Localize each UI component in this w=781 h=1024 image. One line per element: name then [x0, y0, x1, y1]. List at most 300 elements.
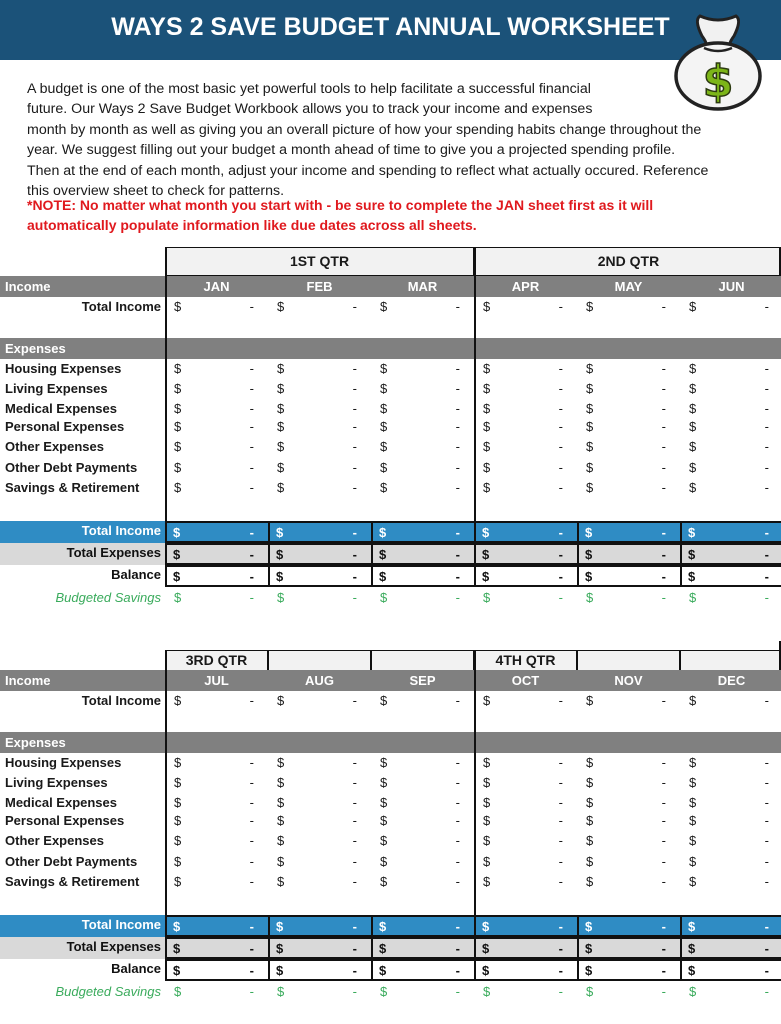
- amount-cell[interactable]: [371, 831, 474, 851]
- amount-cell[interactable]: [680, 417, 781, 437]
- summary-amount-cell[interactable]: [268, 915, 373, 937]
- amount-cell[interactable]: [474, 793, 577, 813]
- amount-value: -: [661, 795, 666, 810]
- currency-symbol: $: [585, 569, 593, 584]
- currency-symbol: $: [380, 419, 388, 434]
- expense-row: [0, 478, 781, 498]
- currency-symbol: $: [689, 874, 697, 889]
- savings-amount-cell[interactable]: [474, 982, 577, 1002]
- currency-symbol: $: [277, 419, 285, 434]
- amount-cell[interactable]: [165, 437, 268, 457]
- amount-value: -: [455, 874, 460, 889]
- amount-cell[interactable]: [577, 478, 680, 498]
- amount-cell[interactable]: [474, 872, 577, 892]
- amount-cell[interactable]: [371, 773, 474, 793]
- intro-line: month by month as well as giving you an overall picture of how your spending habits change throughout the: [27, 121, 702, 138]
- savings-amount-cell[interactable]: [680, 982, 781, 1002]
- amount-value: -: [249, 963, 254, 978]
- summary-amount-cell[interactable]: [577, 565, 682, 587]
- currency-symbol: $: [173, 525, 181, 540]
- amount-cell[interactable]: [371, 691, 474, 711]
- amount-cell[interactable]: [680, 753, 781, 773]
- summary-amount-cell[interactable]: [165, 543, 270, 565]
- row-label: Other Debt Payments: [5, 854, 138, 869]
- amount-cell[interactable]: [680, 437, 781, 457]
- amount-cell[interactable]: [268, 852, 371, 872]
- row-label: Other Expenses: [5, 833, 104, 848]
- amount-value: -: [661, 547, 666, 562]
- amount-cell[interactable]: [371, 297, 474, 317]
- expense-row: [0, 359, 781, 379]
- amount-cell[interactable]: [268, 359, 371, 379]
- amount-cell[interactable]: [371, 852, 474, 872]
- amount-cell[interactable]: [474, 478, 577, 498]
- savings-amount-cell[interactable]: [165, 982, 268, 1002]
- amount-cell[interactable]: [268, 458, 371, 478]
- expense-row: [0, 773, 781, 793]
- currency-symbol: $: [277, 813, 285, 828]
- amount-value: -: [764, 775, 769, 790]
- amount-cell[interactable]: [268, 773, 371, 793]
- summary-amount-cell[interactable]: [474, 937, 579, 959]
- budgeted-savings-row: [0, 588, 781, 608]
- amount-cell[interactable]: [680, 691, 781, 711]
- amount-value: -: [455, 693, 460, 708]
- amount-value: -: [558, 963, 563, 978]
- amount-value: -: [352, 833, 357, 848]
- currency-symbol: $: [277, 795, 285, 810]
- amount-value: -: [455, 833, 460, 848]
- amount-value: -: [558, 547, 563, 562]
- amount-cell[interactable]: [165, 753, 268, 773]
- intro-paragraph: [27, 79, 757, 201]
- amount-value: -: [455, 941, 460, 956]
- amount-cell[interactable]: [371, 811, 474, 831]
- amount-cell[interactable]: [680, 458, 781, 478]
- amount-cell[interactable]: [371, 379, 474, 399]
- amount-cell[interactable]: [577, 831, 680, 851]
- currency-symbol: $: [483, 419, 491, 434]
- amount-cell[interactable]: [165, 811, 268, 831]
- amount-cell[interactable]: [474, 753, 577, 773]
- amount-cell[interactable]: [165, 359, 268, 379]
- amount-value: -: [249, 775, 254, 790]
- expenses-header-bar: [0, 732, 781, 753]
- currency-symbol: $: [689, 833, 697, 848]
- amount-cell[interactable]: [165, 773, 268, 793]
- amount-cell[interactable]: [680, 399, 781, 419]
- expense-row: [0, 437, 781, 457]
- amount-cell[interactable]: [577, 773, 680, 793]
- summary-amount-cell[interactable]: [680, 937, 781, 959]
- amount-cell[interactable]: [474, 773, 577, 793]
- currency-symbol: $: [277, 439, 285, 454]
- amount-cell[interactable]: [165, 458, 268, 478]
- amount-cell[interactable]: [165, 297, 268, 317]
- summary-amount-cell[interactable]: [165, 565, 270, 587]
- currency-symbol: $: [379, 941, 387, 956]
- amount-cell[interactable]: [165, 831, 268, 851]
- amount-cell[interactable]: [577, 297, 680, 317]
- quarter-header: [371, 650, 474, 671]
- amount-cell[interactable]: [165, 478, 268, 498]
- savings-amount-cell[interactable]: [371, 982, 474, 1002]
- amount-cell[interactable]: [680, 852, 781, 872]
- summary-amount-cell[interactable]: [680, 565, 781, 587]
- amount-value: -: [352, 590, 357, 605]
- amount-cell[interactable]: [577, 691, 680, 711]
- amount-value: -: [558, 419, 563, 434]
- amount-cell[interactable]: [268, 417, 371, 437]
- summary-amount-cell[interactable]: [577, 915, 682, 937]
- quarter-header: 2ND QTR: [474, 247, 781, 276]
- amount-value: -: [661, 874, 666, 889]
- amount-cell[interactable]: [577, 458, 680, 478]
- amount-value: -: [764, 547, 769, 562]
- amount-value: -: [249, 439, 254, 454]
- row-label: Medical Expenses: [5, 795, 117, 810]
- row-label: Balance: [111, 961, 161, 976]
- amount-value: -: [558, 874, 563, 889]
- quarter-header-row: [165, 650, 781, 671]
- savings-amount-cell[interactable]: [680, 588, 781, 608]
- currency-symbol: $: [277, 755, 285, 770]
- currency-symbol: $: [483, 795, 491, 810]
- amount-value: -: [558, 381, 563, 396]
- currency-symbol: $: [276, 525, 284, 540]
- amount-cell[interactable]: [371, 793, 474, 813]
- currency-symbol: $: [482, 525, 490, 540]
- amount-cell[interactable]: [680, 811, 781, 831]
- summary-amount-cell[interactable]: [577, 937, 682, 959]
- amount-cell[interactable]: [474, 417, 577, 437]
- summary-amount-cell[interactable]: [474, 565, 579, 587]
- currency-symbol: $: [277, 480, 285, 495]
- currency-symbol: $: [689, 401, 697, 416]
- amount-cell[interactable]: [577, 437, 680, 457]
- amount-cell[interactable]: [371, 399, 474, 419]
- amount-value: -: [249, 381, 254, 396]
- currency-symbol: $: [277, 833, 285, 848]
- month-header: APR: [511, 279, 540, 294]
- currency-symbol: $: [586, 755, 594, 770]
- row-label: Total Income: [81, 523, 161, 538]
- amount-value: -: [249, 419, 254, 434]
- currency-symbol: $: [277, 381, 285, 396]
- summary-amount-cell[interactable]: [680, 959, 781, 981]
- budgeted-savings-row: [0, 982, 781, 1002]
- column-divider: [165, 247, 167, 521]
- currency-symbol: $: [380, 775, 388, 790]
- summary-amount-cell[interactable]: [680, 543, 781, 565]
- amount-value: -: [661, 460, 666, 475]
- savings-amount-cell[interactable]: [577, 982, 680, 1002]
- summary-amount-cell[interactable]: [268, 521, 373, 543]
- currency-symbol: $: [586, 460, 594, 475]
- amount-cell[interactable]: [474, 852, 577, 872]
- amount-value: -: [455, 919, 460, 934]
- amount-value: -: [764, 299, 769, 314]
- quarter-header: 3RD QTR: [165, 650, 268, 671]
- amount-value: -: [558, 525, 563, 540]
- amount-value: -: [558, 460, 563, 475]
- amount-value: -: [249, 525, 254, 540]
- amount-cell[interactable]: [165, 417, 268, 437]
- amount-cell[interactable]: [577, 399, 680, 419]
- page-header: [0, 0, 781, 60]
- amount-value: -: [352, 569, 357, 584]
- currency-symbol: $: [689, 480, 697, 495]
- currency-symbol: $: [174, 984, 182, 999]
- summary-amount-cell[interactable]: [268, 959, 373, 981]
- currency-symbol: $: [380, 854, 388, 869]
- amount-cell[interactable]: [165, 379, 268, 399]
- amount-cell[interactable]: [474, 691, 577, 711]
- amount-cell[interactable]: [165, 793, 268, 813]
- income-label: Income: [5, 673, 51, 688]
- amount-value: -: [455, 419, 460, 434]
- amount-cell[interactable]: [268, 753, 371, 773]
- savings-amount-cell[interactable]: [474, 588, 577, 608]
- row-label: Total Expenses: [66, 545, 161, 560]
- currency-symbol: $: [483, 381, 491, 396]
- amount-cell[interactable]: [577, 852, 680, 872]
- amount-cell[interactable]: [474, 811, 577, 831]
- savings-amount-cell[interactable]: [371, 588, 474, 608]
- summary-amount-cell[interactable]: [165, 521, 270, 543]
- amount-cell[interactable]: [680, 793, 781, 813]
- amount-value: -: [661, 299, 666, 314]
- summary-amount-cell[interactable]: [474, 915, 579, 937]
- amount-cell[interactable]: [474, 359, 577, 379]
- currency-symbol: $: [483, 775, 491, 790]
- summary-amount-cell[interactable]: [165, 937, 270, 959]
- amount-cell[interactable]: [371, 872, 474, 892]
- amount-value: -: [249, 480, 254, 495]
- amount-cell[interactable]: [371, 437, 474, 457]
- currency-symbol: $: [380, 480, 388, 495]
- savings-amount-cell[interactable]: [577, 588, 680, 608]
- amount-cell[interactable]: [165, 691, 268, 711]
- currency-symbol: $: [380, 693, 388, 708]
- amount-cell[interactable]: [577, 811, 680, 831]
- amount-value: -: [558, 813, 563, 828]
- amount-cell[interactable]: [268, 831, 371, 851]
- summary-amount-cell[interactable]: [268, 565, 373, 587]
- savings-amount-cell[interactable]: [268, 588, 371, 608]
- intro-line: year. We suggest filling out your budget a month ahead of time to give you a projected spending profile.: [27, 142, 676, 159]
- currency-symbol: $: [379, 547, 387, 562]
- summary-amount-cell[interactable]: [268, 543, 373, 565]
- expense-row: [0, 831, 781, 851]
- currency-symbol: $: [482, 919, 490, 934]
- currency-symbol: $: [174, 419, 182, 434]
- amount-cell[interactable]: [474, 399, 577, 419]
- amount-cell[interactable]: [268, 478, 371, 498]
- summary-amount-cell[interactable]: [371, 565, 476, 587]
- summary-amount-cell[interactable]: [165, 915, 270, 937]
- summary-amount-cell[interactable]: [577, 543, 682, 565]
- currency-symbol: $: [586, 775, 594, 790]
- amount-cell[interactable]: [680, 872, 781, 892]
- summary-amount-cell[interactable]: [268, 937, 373, 959]
- amount-cell[interactable]: [268, 811, 371, 831]
- column-divider: [779, 247, 781, 276]
- amount-cell[interactable]: [474, 379, 577, 399]
- currency-symbol: $: [174, 795, 182, 810]
- currency-symbol: $: [483, 401, 491, 416]
- summary-amount-cell[interactable]: [371, 521, 476, 543]
- amount-value: -: [352, 525, 357, 540]
- currency-symbol: $: [277, 854, 285, 869]
- row-label: Budgeted Savings: [55, 590, 161, 605]
- amount-value: -: [455, 525, 460, 540]
- currency-symbol: $: [173, 547, 181, 562]
- amount-cell[interactable]: [474, 297, 577, 317]
- amount-cell[interactable]: [474, 458, 577, 478]
- expense-row: [0, 379, 781, 399]
- amount-cell[interactable]: [371, 417, 474, 437]
- summary-amount-cell[interactable]: [371, 959, 476, 981]
- amount-value: -: [661, 525, 666, 540]
- currency-symbol: $: [482, 547, 490, 562]
- savings-amount-cell[interactable]: [268, 982, 371, 1002]
- amount-value: -: [558, 569, 563, 584]
- half1-table: [0, 247, 781, 607]
- amount-value: -: [352, 480, 357, 495]
- currency-symbol: $: [174, 401, 182, 416]
- amount-cell[interactable]: [577, 793, 680, 813]
- amount-value: -: [558, 854, 563, 869]
- amount-cell[interactable]: [371, 359, 474, 379]
- expense-row: [0, 793, 781, 813]
- currency-symbol: $: [380, 590, 388, 605]
- amount-cell[interactable]: [474, 437, 577, 457]
- amount-value: -: [661, 984, 666, 999]
- amount-cell[interactable]: [577, 379, 680, 399]
- amount-value: -: [249, 590, 254, 605]
- amount-cell[interactable]: [680, 359, 781, 379]
- amount-cell[interactable]: [371, 753, 474, 773]
- intro-line: this overview sheet to check for patterns.: [27, 183, 285, 200]
- amount-cell[interactable]: [165, 852, 268, 872]
- amount-cell[interactable]: [577, 872, 680, 892]
- month-header: NOV: [614, 673, 643, 688]
- amount-cell[interactable]: [371, 478, 474, 498]
- currency-symbol: $: [586, 299, 594, 314]
- expense-row: [0, 811, 781, 831]
- currency-symbol: $: [277, 775, 285, 790]
- amount-value: -: [352, 854, 357, 869]
- amount-value: -: [455, 299, 460, 314]
- amount-cell[interactable]: [680, 297, 781, 317]
- amount-value: -: [764, 874, 769, 889]
- currency-symbol: $: [174, 854, 182, 869]
- summary-amount-cell[interactable]: [165, 959, 270, 981]
- amount-cell[interactable]: [680, 478, 781, 498]
- savings-amount-cell[interactable]: [165, 588, 268, 608]
- amount-value: -: [764, 693, 769, 708]
- amount-value: -: [558, 755, 563, 770]
- amount-value: -: [661, 569, 666, 584]
- amount-cell[interactable]: [577, 753, 680, 773]
- currency-symbol: $: [482, 569, 490, 584]
- summary-amount-cell[interactable]: [680, 915, 781, 937]
- summary-amount-cell[interactable]: [474, 959, 579, 981]
- currency-symbol: $: [688, 919, 696, 934]
- amount-cell[interactable]: [165, 872, 268, 892]
- amount-cell[interactable]: [268, 872, 371, 892]
- amount-cell[interactable]: [371, 458, 474, 478]
- amount-cell[interactable]: [268, 297, 371, 317]
- amount-cell[interactable]: [680, 379, 781, 399]
- amount-value: -: [352, 755, 357, 770]
- summary-amount-cell[interactable]: [577, 959, 682, 981]
- amount-value: -: [352, 547, 357, 562]
- amount-value: -: [352, 693, 357, 708]
- amount-value: -: [661, 419, 666, 434]
- amount-cell[interactable]: [268, 437, 371, 457]
- amount-value: -: [558, 919, 563, 934]
- summary-amount-cell[interactable]: [371, 543, 476, 565]
- amount-value: -: [764, 401, 769, 416]
- currency-symbol: $: [173, 963, 181, 978]
- currency-symbol: $: [585, 963, 593, 978]
- currency-symbol: $: [689, 984, 697, 999]
- currency-symbol: $: [483, 874, 491, 889]
- amount-value: -: [455, 590, 460, 605]
- note-line: automatically populate information like due dates across all sheets.: [27, 217, 477, 234]
- amount-value: -: [249, 361, 254, 376]
- month-header: OCT: [511, 673, 540, 688]
- amount-cell[interactable]: [268, 691, 371, 711]
- amount-cell[interactable]: [474, 831, 577, 851]
- currency-symbol: $: [380, 381, 388, 396]
- amount-value: -: [661, 590, 666, 605]
- summary-amount-cell[interactable]: [577, 521, 682, 543]
- amount-cell[interactable]: [577, 417, 680, 437]
- amount-cell[interactable]: [680, 831, 781, 851]
- amount-value: -: [352, 813, 357, 828]
- summary-amount-cell[interactable]: [474, 521, 579, 543]
- amount-value: -: [352, 984, 357, 999]
- amount-cell[interactable]: [165, 399, 268, 419]
- income-header-bar: [0, 276, 781, 297]
- amount-value: -: [249, 874, 254, 889]
- currency-symbol: $: [277, 401, 285, 416]
- amount-cell[interactable]: [268, 399, 371, 419]
- amount-value: -: [455, 569, 460, 584]
- amount-cell[interactable]: [268, 793, 371, 813]
- currency-symbol: $: [380, 439, 388, 454]
- currency-symbol: $: [585, 941, 593, 956]
- amount-cell[interactable]: [577, 359, 680, 379]
- amount-cell[interactable]: [680, 773, 781, 793]
- currency-symbol: $: [483, 590, 491, 605]
- summary-amount-cell[interactable]: [371, 915, 476, 937]
- month-header: JUN: [718, 279, 745, 294]
- summary-amount-cell[interactable]: [680, 521, 781, 543]
- summary-amount-cell[interactable]: [474, 543, 579, 565]
- amount-cell[interactable]: [268, 379, 371, 399]
- summary-amount-cell[interactable]: [371, 937, 476, 959]
- currency-symbol: $: [586, 401, 594, 416]
- expense-row: [0, 458, 781, 478]
- amount-value: -: [764, 480, 769, 495]
- amount-value: -: [352, 795, 357, 810]
- currency-symbol: $: [380, 874, 388, 889]
- currency-symbol: $: [586, 984, 594, 999]
